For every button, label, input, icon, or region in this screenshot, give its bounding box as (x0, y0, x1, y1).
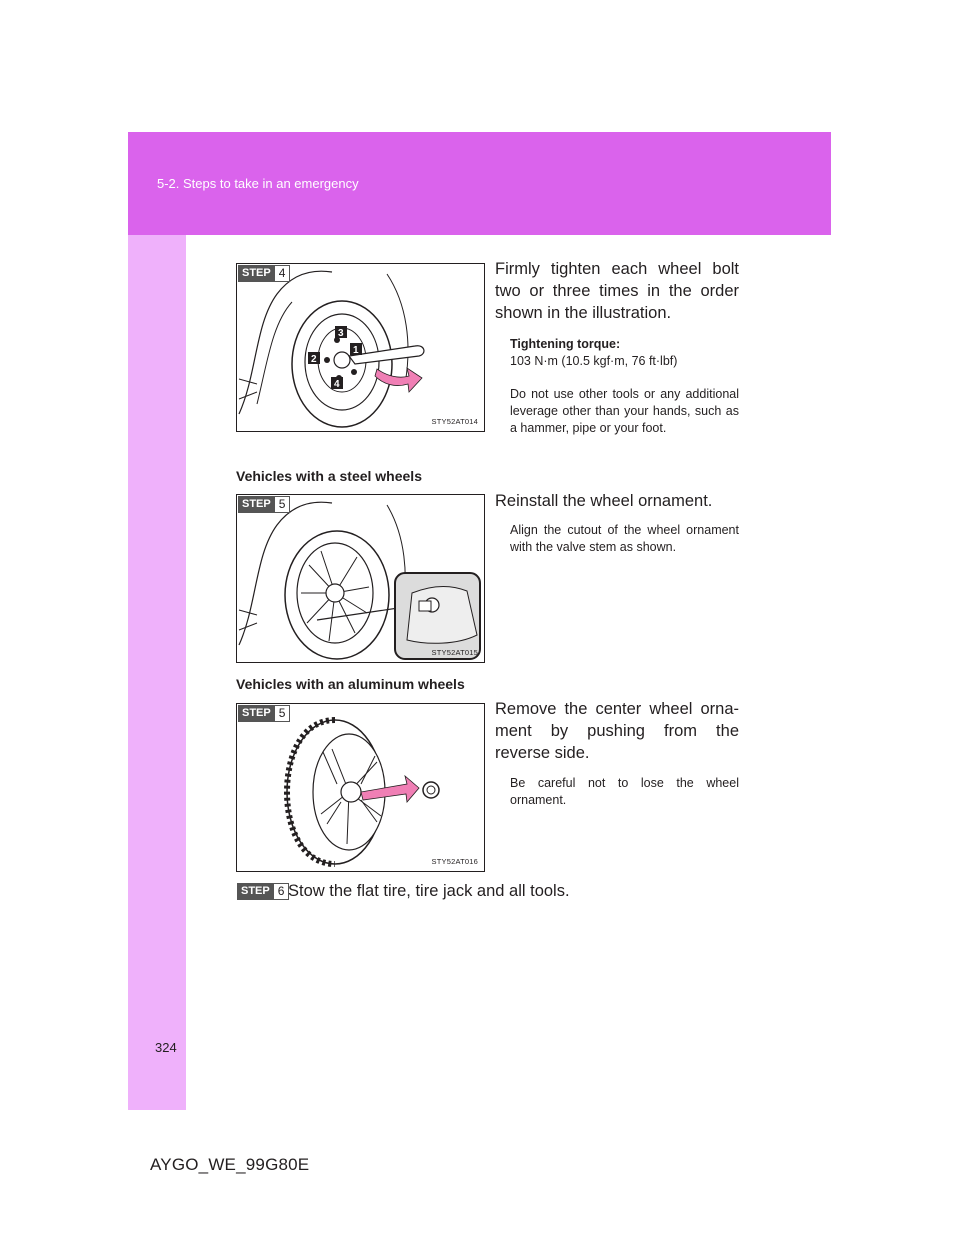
figure-code: STY52AT016 (431, 857, 478, 866)
step-4-text: Firmly tighten each wheel bolt two or three times in the order shown in the illustration. (495, 260, 739, 322)
step-badge: STEP 4 (238, 265, 290, 282)
step-6-text: Stow the flat tire, tire jack and all tools. (288, 882, 570, 900)
step-4-note: Do not use other tools or any additional leverage other than your hands, such as a hammer, pipe or your foot. (510, 387, 739, 435)
step-5-aluminum-text: Remove the center wheel orna-ment by pushing from the reverse side. (495, 700, 739, 762)
figure-code: STY52AT014 (431, 417, 478, 426)
callout-1: 1 (353, 345, 359, 356)
figure-step-5-aluminum (236, 703, 485, 872)
document-code: AYGO_WE_99G80E (150, 1155, 310, 1174)
figure-step-5-steel (236, 494, 485, 663)
figure-step-4 (236, 263, 485, 432)
subhead-steel-wheels: Vehicles with a steel wheels (236, 468, 422, 484)
center-ornament-illustration (237, 704, 485, 872)
wheel-bolt-illustration (237, 264, 485, 432)
step-badge: STEP 5 (238, 705, 290, 722)
step-badge: STEP 5 (238, 496, 290, 513)
figure-code: STY52AT015 (431, 648, 478, 657)
step-5-steel-note: Align the cutout of the wheel ornament with the valve stem as shown. (510, 523, 739, 554)
callout-4: 4 (334, 379, 340, 390)
subhead-aluminum-wheels: Vehicles with an aluminum wheels (236, 676, 465, 692)
wheel-ornament-illustration (237, 495, 485, 663)
step-6-badge: STEP 6 (237, 883, 289, 900)
callout-3: 3 (338, 328, 344, 339)
step-5-aluminum-note: Be careful not to lose the wheel ornament. (510, 776, 739, 807)
page-number: 324 (155, 1040, 177, 1055)
callout-2: 2 (311, 354, 317, 365)
step-5-steel-text: Reinstall the wheel ornament. (495, 492, 713, 510)
side-band (128, 235, 186, 1110)
step-4-torque: Tightening torque: 103 N·m (10.5 kgf·m, 76 ft·lbf) (510, 337, 678, 368)
section-title: 5-2. Steps to take in an emergency (157, 176, 359, 191)
